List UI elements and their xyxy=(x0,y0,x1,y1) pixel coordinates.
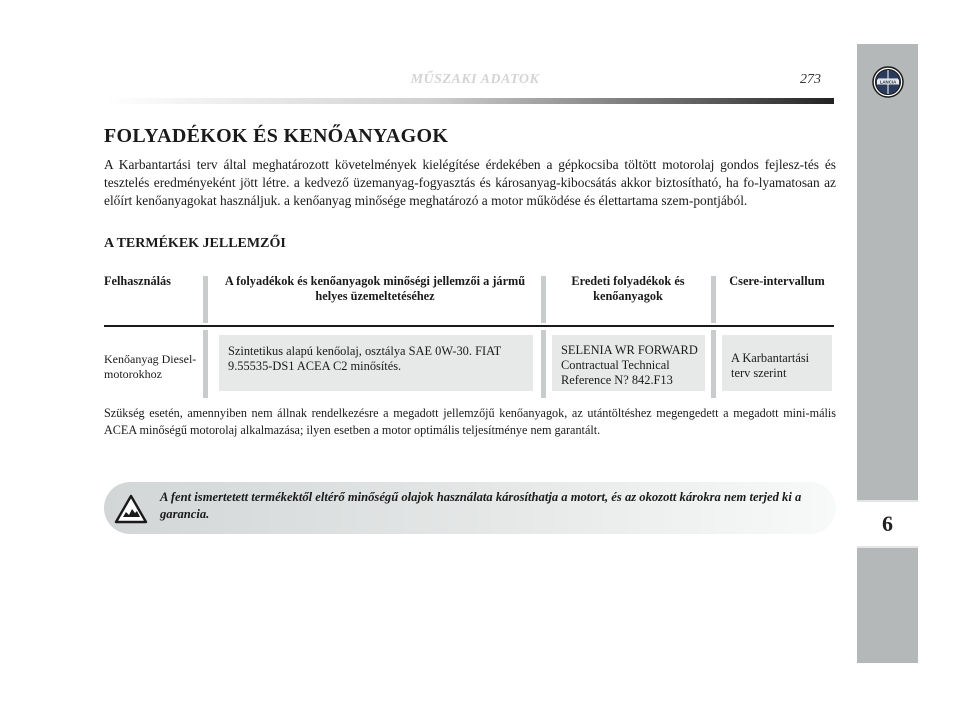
chapter-number: 6 xyxy=(857,500,918,548)
warning-box xyxy=(104,482,836,534)
table-cell-usage: Kenőanyag Diesel-motorokhoz xyxy=(104,352,197,381)
page-number: 273 xyxy=(800,72,821,87)
table-cell-spec: Szintetikus alapú kenőolaj, osztálya SAE 0W-30. FIAT 9.55535-DS1 ACEA C2 minősítés. xyxy=(219,335,533,391)
column-header-interval: Csere-intervallum xyxy=(729,274,825,288)
warning-triangle-icon xyxy=(114,494,148,524)
svg-text:LANCIA: LANCIA xyxy=(879,79,897,85)
section-title: A TERMÉKEK JELLEMZŐI xyxy=(104,236,286,251)
warning-text: A fent ismertetett termékektől eltérő minőségű olajok használata károsíthatja a motort, és az okozott károkra nem terjed ki a garancia. xyxy=(160,490,802,521)
column-divider xyxy=(203,276,208,323)
column-divider xyxy=(711,276,716,323)
table-header-rule xyxy=(104,325,834,327)
intro-paragraph: A Karbantartási terv által meghatározott követelmények kielégítése érdekében a gépkocsiba töltött motorolaj gondos fejlesz-tés és tesztelés eredményeként jött létre. a kedvező üzemanyag-fogyasztás és károsanyag-kibocsátás akkor biztosítható, ha fo-lyamatosan az előírt kenőanyagokat használjuk. a kenőanyag minősége meghatározó a motor működése és élettartama szem-pontjából. xyxy=(104,157,836,208)
column-divider xyxy=(541,276,546,323)
column-divider xyxy=(711,330,716,398)
column-divider xyxy=(203,330,208,398)
lancia-shield-icon xyxy=(872,66,904,98)
chapter-sidebar xyxy=(857,44,918,663)
column-header-usage: Felhasználás xyxy=(104,274,171,288)
header-rule xyxy=(104,98,834,104)
column-header-spec: A folyadékok és kenőanyagok minőségi jellemzői a jármű helyes üzemeltetéséhez xyxy=(224,274,526,303)
note-paragraph: Szükség esetén, amennyiben nem állnak rendelkezésre a megadott jellemzőjű kenőanyagok, az utántöltéshez megengedett a megadott mini-mális ACEA minőségű motorolaj alkalmazása; ilyen esetben a motor optimális teljesítménye nem garantált. xyxy=(104,406,836,437)
page-title: FOLYADÉKOK ÉS KENŐANYAGOK xyxy=(104,125,449,147)
column-divider xyxy=(541,330,546,398)
column-header-original: Eredeti folyadékok és kenőanyagok xyxy=(571,274,685,303)
running-header: MŰSZAKI ADATOK xyxy=(410,72,540,87)
table-cell-interval: A Karbantartási terv szerint xyxy=(722,335,832,391)
table-cell-original: SELENIA WR FORWARD Contractual Technical Reference N? 842.F13 xyxy=(552,335,705,391)
